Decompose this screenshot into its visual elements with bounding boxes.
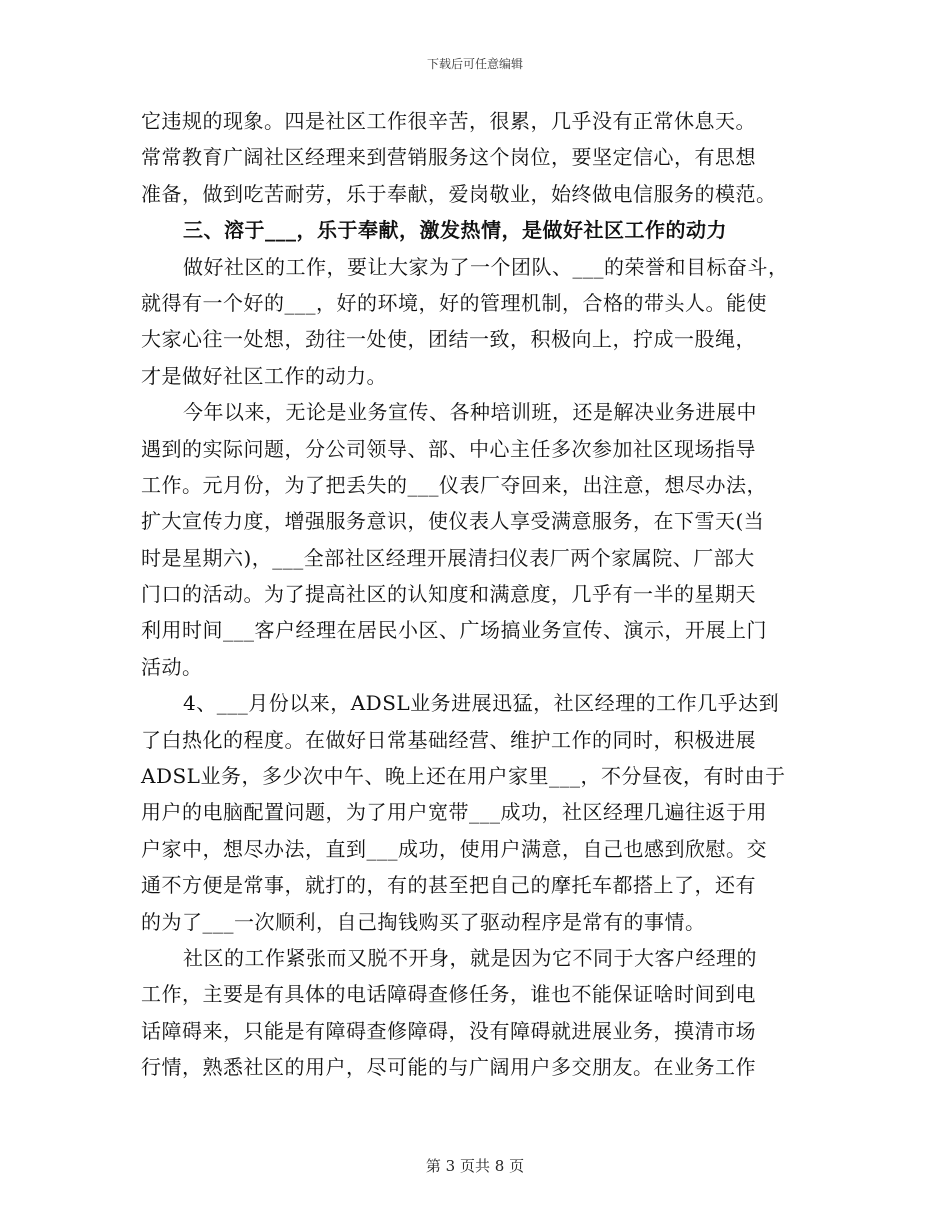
text-line: 遇到的实际问题，分公司领导、部、中心主任多次参加社区现场指导: [141, 436, 756, 461]
text-line: ADSL业务，多少次中午、晚上还在用户家里___，不分昼夜，有时由于: [141, 764, 786, 789]
text-line: 4、___月份以来，ADSL业务进展迅猛，社区经理的工作几乎达到: [183, 691, 780, 716]
text-line: 今年以来，无论是业务宣传、各种培训班，还是解决业务进展中: [183, 400, 757, 425]
text-line: 活动。: [141, 654, 203, 679]
text-line: 做好社区的工作，要让大家为了一个团队、___的荣誉和目标奋斗，: [183, 254, 789, 279]
text-line: 社区的工作紧张而又脱不开身，就是因为它不同于大客户经理的: [183, 945, 757, 970]
page-footer: 第 3 页共 8 页: [425, 1157, 525, 1175]
text-line: 就得有一个好的___，好的环境，好的管理机制，合格的带头人。能使: [141, 290, 767, 315]
text-line: 用户的电脑配置问题，为了用户宽带___成功，社区经理几遍往返于用: [141, 800, 767, 825]
text-line: 话障碍来，只能是有障碍查修障碍，没有障碍就进展业务，摸清市场: [141, 1018, 756, 1043]
paragraph: [141, 103, 821, 212]
page-header: 下载后可任意编辑: [426, 57, 523, 71]
paragraph: [141, 940, 821, 1086]
text-line: 利用时间___客户经理在居民小区、广场搞业务宣传、演示，开展上门: [141, 618, 767, 643]
section-heading: [141, 212, 821, 248]
text-line: 才是做好社区工作的动力。: [141, 363, 387, 388]
document-body: [141, 103, 821, 1086]
paragraph: [141, 685, 821, 940]
text-line: 了白热化的程度。在做好日常基础经营、维护工作的同时，积极进展: [141, 727, 756, 752]
text-line: 三、溶于___，乐于奉献，激发热情，是做好社区工作的动力: [183, 218, 727, 243]
text-line: 的为了___一次顺利，自己掏钱购买了驱动程序是常有的事情。: [141, 909, 706, 934]
text-line: 通不方便是常事，就打的，有的甚至把自己的摩托车都搭上了，还有: [141, 873, 756, 898]
text-line: 工作。元月份，为了把丢失的___仪表厂夺回来，出注意，想尽办法，: [141, 472, 767, 497]
text-line: 准备，做到吃苦耐劳，乐于奉献，爱岗敬业，始终做电信服务的模范。: [141, 181, 777, 206]
paragraph: [141, 249, 821, 395]
text-line: 行情，熟悉社区的用户，尽可能的与广阔用户多交朋友。在业务工作: [141, 1055, 756, 1080]
text-line: 大家心往一处想，劲往一处使，团结一致，积极向上，拧成一股绳，: [141, 327, 756, 352]
text-line: 常常教育广阔社区经理来到营销服务这个岗位，要坚定信心，有思想: [141, 145, 756, 170]
text-line: 它违规的现象。四是社区工作很辛苦，很累，几乎没有正常休息天。: [141, 109, 756, 133]
paragraph: [141, 394, 821, 685]
text-line: 时是星期六)，___全部社区经理开展清扫仪表厂两个家属院、厂部大: [141, 545, 755, 570]
text-line: 门口的活动。为了提高社区的认知度和满意度，几乎有一半的星期天: [141, 582, 756, 607]
text-line: 扩大宣传力度，增强服务意识，使仪表人享受满意服务，在下雪天(当: [141, 509, 765, 534]
text-line: 工作，主要是有具体的电话障碍查修任务，谁也不能保证啥时间到电: [141, 982, 756, 1007]
text-line: 户家中，想尽办法，直到___成功，使用户满意，自己也感到欣慰。交: [141, 836, 767, 861]
